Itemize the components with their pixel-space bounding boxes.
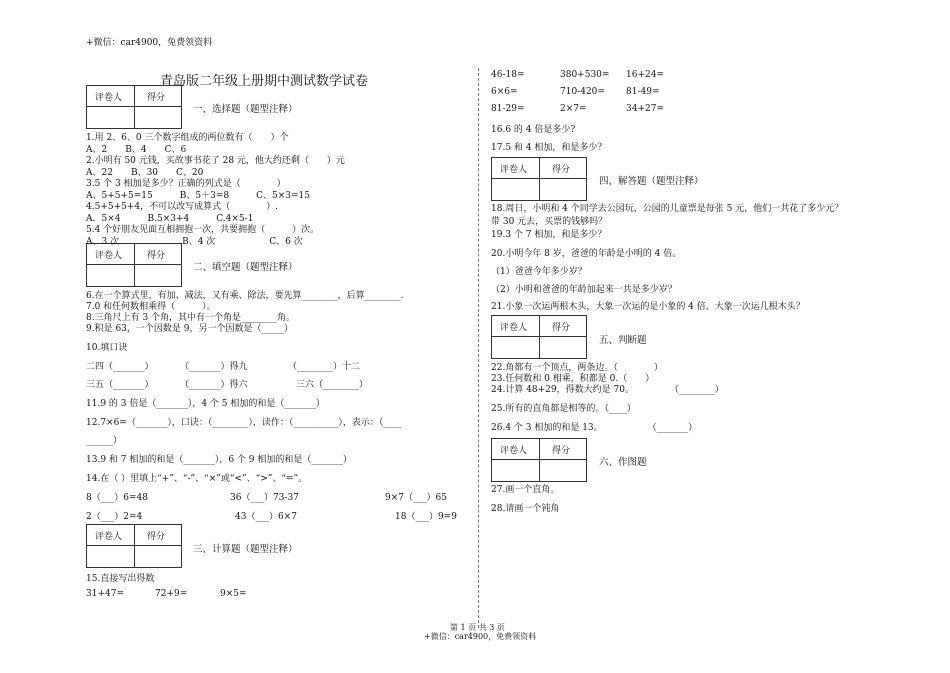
calc-cell: 34+27= xyxy=(626,104,664,114)
question-25: 25.所有的直角都是相等的。（____） xyxy=(491,404,636,414)
q14-cell: 9×7（___）65 xyxy=(385,493,447,503)
footer-watermark: +微信：car4900，免费领资料 xyxy=(424,632,537,641)
section-title: 二、填空题（题型注释） xyxy=(193,262,298,273)
score-label: 得分 xyxy=(147,532,166,542)
question-11: 11.9 的 3 倍是（_______），4 个 5 相加的和是（_______） xyxy=(86,399,325,409)
calc-cell: 6×6= xyxy=(491,87,518,97)
calc-cell: 31+47= xyxy=(86,589,124,599)
question-4: 4.5+5+5+4，不可以改写成算式（ ）. xyxy=(86,202,278,212)
score-box xyxy=(86,524,182,568)
question-8: 8.三角尺上有 3 个角，其中有一个角是________角。 xyxy=(86,313,296,323)
page-number: 第 1 页 共 3 页 xyxy=(450,623,505,632)
score-box xyxy=(86,85,182,129)
question-20: 20.小明今年 8 岁，爸爸的年龄是小明的 4 倍。 xyxy=(491,249,682,259)
reviewer-label: 评卷人 xyxy=(95,93,123,103)
question-12-cont: ______） xyxy=(86,436,123,446)
calc-cell: 380+530= xyxy=(560,70,610,80)
options-2: A、22 B、30 C、20 xyxy=(86,168,204,178)
score-label: 得分 xyxy=(147,93,166,103)
score-label: 得分 xyxy=(147,251,166,261)
options-5: A、3 次 B、4 次 C、6 次 xyxy=(86,237,303,247)
question-12: 12.7×6=（_______），口诀：（________），读作：（__________），表示：（____ xyxy=(86,418,402,428)
reviewer-label: 评卷人 xyxy=(95,532,123,542)
question-16: 16.6 的 4 倍是多少? xyxy=(491,125,576,135)
calc-cell: 72+9= xyxy=(155,589,188,599)
question-27: 27.画一个直角。 xyxy=(491,485,560,495)
score-label: 得分 xyxy=(552,446,571,456)
question-24: 24.计算 48+29，得数大约是 70。 （________） xyxy=(491,385,724,395)
question-1: 1.用 2、6、0 三个数字组成的两位数有（ ）个 xyxy=(86,133,289,143)
calc-cell: 9×5= xyxy=(220,589,247,599)
q14-cell: 2（___）2=4 xyxy=(86,512,143,522)
reviewer-label: 评卷人 xyxy=(500,446,528,456)
score-label: 得分 xyxy=(552,323,571,333)
reviewer-label: 评卷人 xyxy=(500,323,528,333)
header-watermark: +微信：car4900，免费领资料 xyxy=(86,38,213,48)
calc-cell: 46-18= xyxy=(491,70,525,80)
question-13: 13.9 和 7 相加的和是（_______），6 个 9 相加的和是（_______） xyxy=(86,455,352,465)
question-10: 10.填口诀 xyxy=(86,343,128,353)
calc-cell: 16+24= xyxy=(626,70,664,80)
question-2: 2.小明有 50 元钱，买故事书花了 28 元，他大约还剩（ ）元 xyxy=(86,156,345,166)
section-title: 三、计算题（题型注释） xyxy=(193,544,298,555)
question-20-part2: （2）小明和爸爸的年龄加起来一共是多少岁？ xyxy=(491,285,677,295)
question-23: 23.任何数和 0 相乘，积都是 0.（ ） xyxy=(491,374,655,384)
options-4: A．5×4 B.5×3+4 C.4×5-1 xyxy=(86,214,254,224)
q10-cell: 三六（________） xyxy=(296,380,369,390)
section-title: 六、作图题 xyxy=(599,457,647,468)
q10-cell: （_______）得六 xyxy=(180,380,248,390)
question-3: 3.5 个 3 相加是多少？正确的列式是（ ） xyxy=(86,179,286,189)
question-18: 18.周日，小明和 4 个同学去公园玩，公园的儿童票是每张 5 元，他们一共花了多少元？ xyxy=(491,204,844,214)
q14-cell: 36（___）73-37 xyxy=(230,493,299,503)
question-5: 5.4 个好朋友见面互相拥抱一次，共要拥抱（ ）次。 xyxy=(86,225,320,235)
score-box xyxy=(491,315,587,359)
calc-cell: 81-49= xyxy=(626,87,660,97)
calc-cell: 81-29= xyxy=(491,104,525,114)
question-6: 6.在一个算式里，有加、减法，又有乘、除法，要先算________，后算________. xyxy=(86,291,404,301)
q10-cell: 三五（_______） xyxy=(86,380,154,390)
score-box xyxy=(491,157,587,201)
question-14: 14.在（ ）里填上“+”、“-”、“×”或“<”、“>”、“=”。 xyxy=(86,474,308,484)
question-26: 26.4 个 3 相加的和是 13。 （_______） xyxy=(491,423,698,433)
section-title: 五、判断题 xyxy=(599,335,647,346)
q14-cell: 8（___）6=48 xyxy=(86,493,148,503)
question-15: 15.直接写出得数 xyxy=(86,574,155,584)
score-label: 得分 xyxy=(552,165,571,175)
section-title: 四、解答题（题型注释） xyxy=(599,176,704,187)
question-20-part1: （1）爸爸今年多少岁？ xyxy=(491,267,587,277)
question-17: 17.5 和 4 相加，和是多少？ xyxy=(491,143,607,153)
q10-cell: 二四（_______） xyxy=(86,362,154,372)
question-22: 22.角都有一个顶点，两条边。（ ） xyxy=(491,363,663,373)
page-title: 青岛版二年级上册期中测试数学试卷 xyxy=(160,74,369,89)
score-box xyxy=(86,243,182,287)
question-19: 19.3 个 7 相加，和是多少？ xyxy=(491,230,607,240)
calc-cell: 2×7= xyxy=(560,104,587,114)
calc-cell: 710-420= xyxy=(560,87,605,97)
question-28: 28.请画一个钝角 xyxy=(491,504,560,514)
section-title: 一、选择题（题型注释） xyxy=(193,104,298,115)
question-21: 21.小象一次运两根木头，大象一次运的是小象的 4 倍。大象一次运几根木头？ xyxy=(491,302,805,312)
reviewer-label: 评卷人 xyxy=(500,165,528,175)
question-18-cont: 带 30 元去，买票的钱够吗？ xyxy=(491,217,608,227)
question-7: 7.0 和任何数相乘得（ ）。 xyxy=(86,302,216,312)
column-divider xyxy=(478,68,479,628)
question-9: 9.积是 63，一个因数是 9，另一个因数是（_____） xyxy=(86,324,293,334)
reviewer-label: 评卷人 xyxy=(95,251,123,261)
options-3: A、5+5+5=15 B、5＋3=8 C、5×3=15 xyxy=(86,191,310,201)
score-box xyxy=(491,438,587,482)
q14-cell: 43（___）6×7 xyxy=(235,512,297,522)
q10-cell: （________）十二 xyxy=(288,362,361,372)
q14-cell: 18（___）9=9 xyxy=(395,512,457,522)
options-1: A、2 B、4 C、6 xyxy=(86,145,187,155)
q10-cell: （_______）得九 xyxy=(180,362,248,372)
